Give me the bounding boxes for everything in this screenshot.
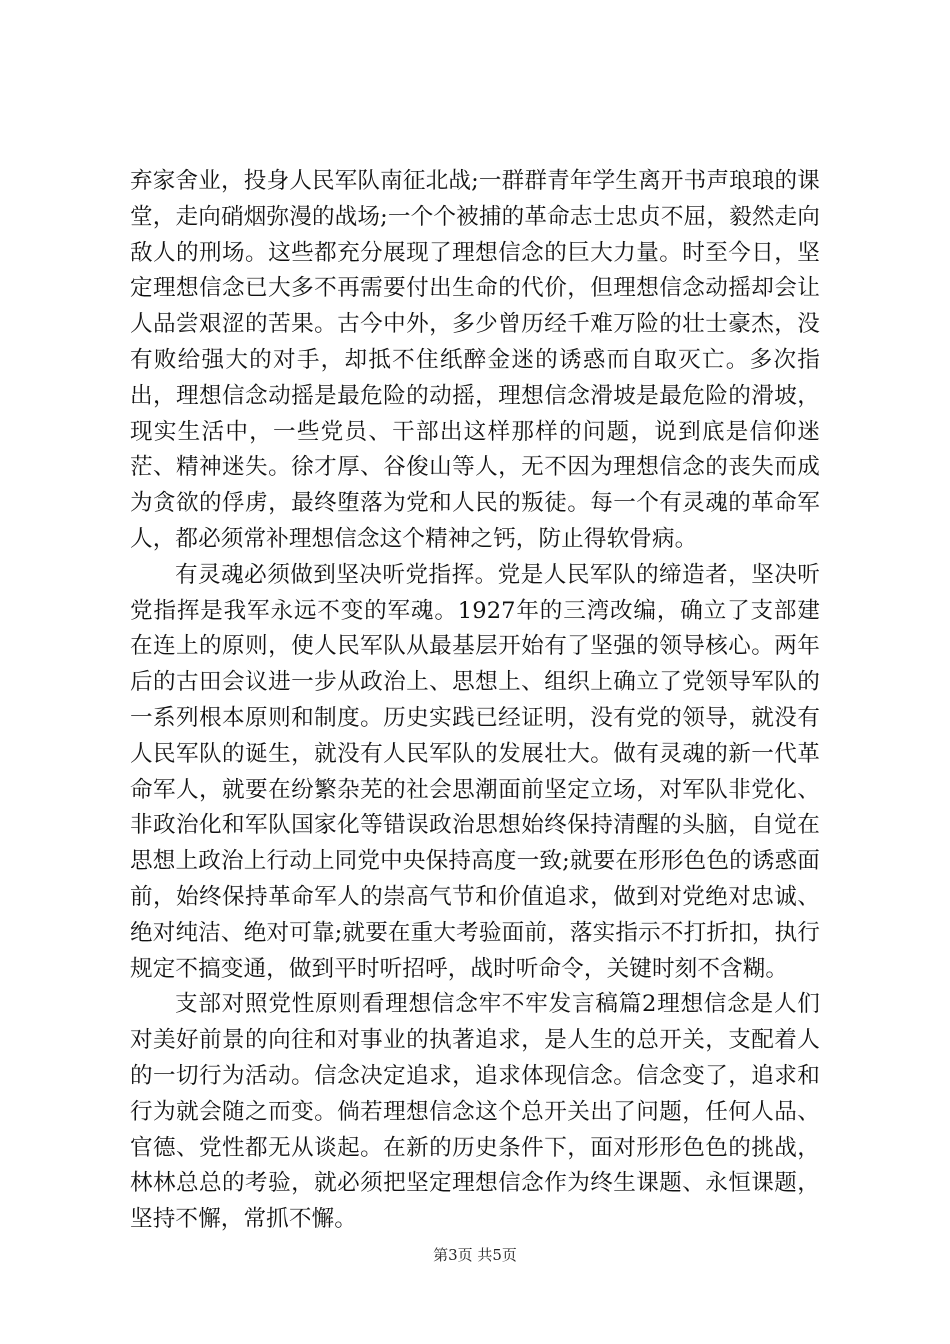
document-body	[130, 164, 820, 1238]
page-number-footer: 第3页 共5页	[433, 1246, 517, 1264]
paragraph-speech-part-2: 支部对照党性原则看理想信念牢不牢发言稿篇2理想信念是人们对美好前景的向往和对事业的执著追求，是人生的总开关，支配着人的一切行为活动。信念决定追求，追求体现信念。信念变了，追求和行为就会随之而变。倘若理想信念这个总开关出了问题，任何人品、官德、党性都无从谈起。在新的历史条件下，面对形形色色的挑战，林林总总的考验，就必须把坚定理想信念作为终生课题、永恒课题，坚持不懈，常抓不懈。	[130, 991, 820, 1233]
paragraph-continued: 弃家舍业，投身人民军队南征北战;一群群青年学生离开书声琅琅的课堂，走向硝烟弥漫的战场;一个个被捕的革命志士忠贞不屈，毅然走向敌人的刑场。这些都充分展现了理想信念的巨大力量。时至今日，坚定理想信念已大多不再需要付出生命的代价，但理想信念动摇却会让人品尝艰涩的苦果。古今中外，多少曾历经千难万险的壮士豪杰，没有败给强大的对手，却抵不住纸醉金迷的诱惑而自取灭亡。多次指出，理想信念动摇是最危险的动摇，理想信念滑坡是最危险的滑坡，现实生活中，一些党员、干部出这样那样的问题，说到底是信仰迷茫、精神迷失。徐才厚、谷俊山等人，无不因为理想信念的丧失而成为贪欲的俘虏，最终堕落为党和人民的叛徒。每一个有灵魂的革命军人，都必须常补理想信念这个精神之钙，防止得软骨病。	[130, 168, 820, 552]
paragraph-party-command: 有灵魂必须做到坚决听党指挥。党是人民军队的缔造者，坚决听党指挥是我军永远不变的军魂。1927年的三湾改编，确立了支部建在连上的原则，使人民军队从最基层开始有了坚强的领导核心。两年后的古田会议进一步从政治上、思想上、组织上确立了党领导军队的一系列根本原则和制度。历史实践已经证明，没有党的领导，就没有人民军队的诞生，就没有人民军队的发展壮大。做有灵魂的新一代革命军人，就要在纷繁杂芜的社会思潮面前坚定立场，对军队非党化、非政治化和军队国家化等错误政治思想始终保持清醒的头脑，自觉在思想上政治上行动上同党中央保持高度一致;就要在形形色色的诱惑面前，始终保持革命军人的崇高气节和价值追求，做到对党绝对忠诚、绝对纯洁、绝对可靠;就要在重大考验面前，落实指示不打折扣，执行规定不搞变通，做到平时听招呼，战时听命令，关键时刻不含糊。	[130, 561, 820, 982]
